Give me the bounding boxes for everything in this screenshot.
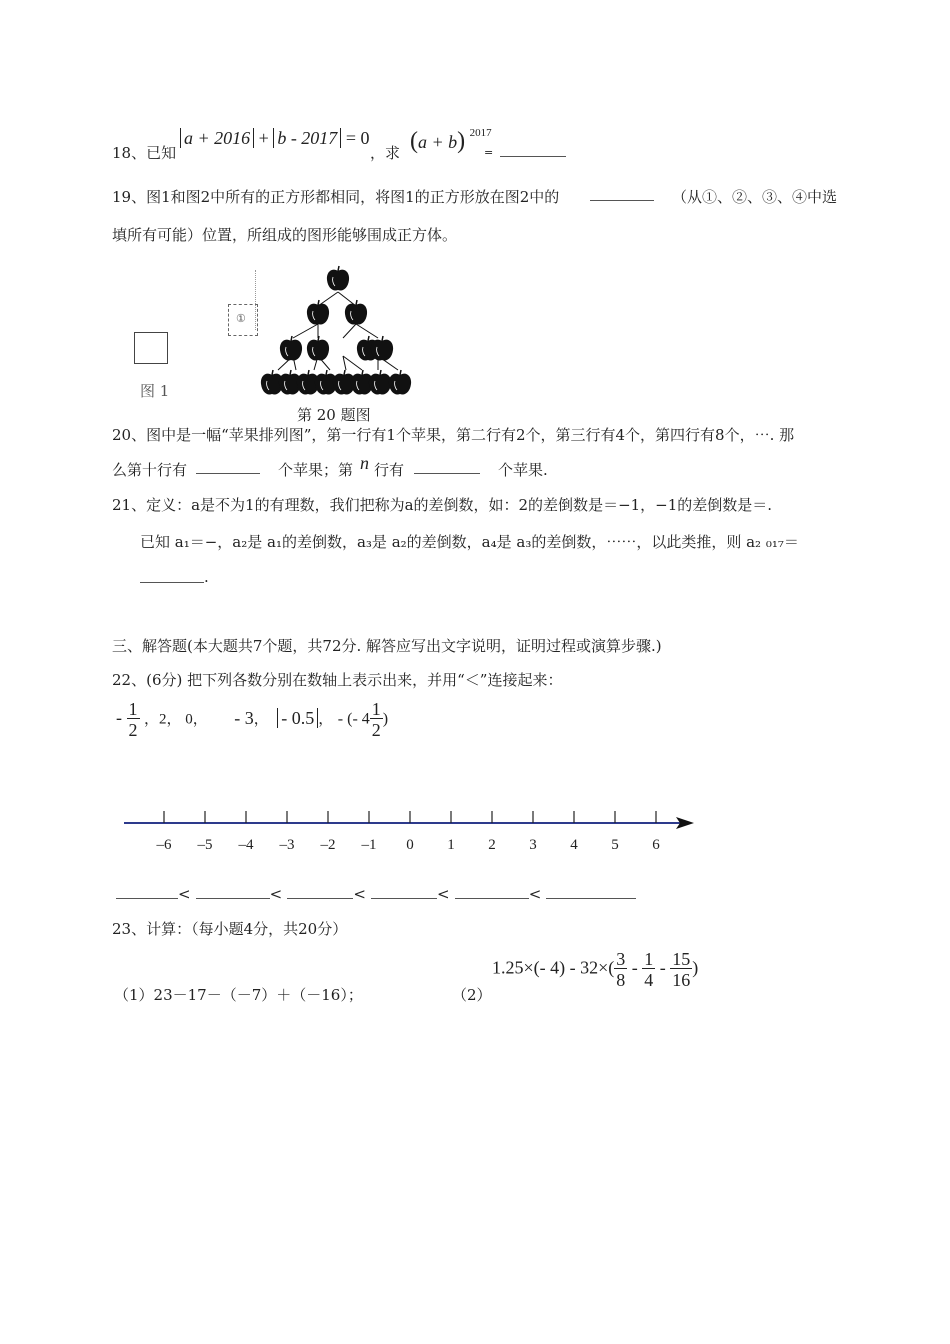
q18-plus: + [258, 128, 269, 148]
figure1-square [134, 332, 168, 364]
figure2-mark-1: ① [236, 312, 246, 325]
apple-icon [327, 266, 349, 291]
q20-blank-2 [414, 459, 480, 474]
q18-power: (a + b) $^{2017}$ [410, 127, 492, 154]
q19-line1a: 19、图1和图2中所有的正方形都相同，将图1的正方形放在图2中的 [112, 188, 560, 206]
q23-f2-den: 4 [644, 970, 654, 990]
q22-neg3: - 3 [234, 707, 254, 728]
number-line-label: 0 [406, 837, 414, 853]
q22-neg: - [116, 707, 122, 728]
q21-line2: 已知 a₁＝−，a₂是 a₁的差倒数，a₃是 a₂的差倒数，a₄是 a₃的差倒数，⋯⋯，以此类推，则 a₂ ₀₁₇＝ [140, 533, 799, 551]
q19-answer-blank [590, 186, 654, 201]
q23-part1: （1）23－17－（－7）＋（－16）； [114, 986, 363, 1004]
lt-sign: < [353, 885, 366, 903]
q18-prefix: 18、已知 [112, 144, 177, 162]
apple-icon [389, 370, 411, 395]
q18-ask: ，求 [370, 144, 401, 162]
q22-ordering [116, 884, 636, 903]
q18-eq: = 0 [345, 128, 370, 148]
q20-line2b: 个苹果；第 [278, 461, 354, 479]
q18-exp: 2017 [469, 127, 492, 139]
q23-f3-num: 15 [672, 949, 691, 969]
q22-half-num: 1 [128, 699, 138, 719]
q23-close: ) [692, 957, 699, 978]
q22-last-den: 2 [371, 720, 381, 740]
q18-answer-blank [500, 142, 566, 157]
apple-icon [369, 370, 391, 395]
q23-f3-den: 16 [672, 970, 691, 990]
number-line-label: 1 [447, 837, 455, 853]
figure20-caption: 第 20 题图 [297, 406, 371, 424]
q23-part2-label: （2） [452, 986, 492, 1004]
order-blank-3 [287, 884, 353, 899]
apple-icon [371, 336, 393, 361]
q21-line3-end: . [204, 568, 209, 586]
q23-frac1 [614, 950, 627, 989]
q23-frac3 [670, 950, 692, 989]
q22-sep1: ，2， 0， [144, 711, 208, 728]
q22-frac-last [370, 700, 383, 739]
figure1-label: 图 1 [140, 382, 170, 400]
figure2-edge [255, 270, 257, 330]
q23-f2-num: 1 [644, 949, 654, 969]
number-line-label: –5 [197, 837, 213, 853]
apple-tree-diagram [258, 264, 418, 404]
q22-title: 22、(6分) 把下列各数分别在数轴上表示出来，并用“＜”连接起来： [112, 671, 563, 689]
number-line [120, 806, 700, 862]
q23-f1-den: 8 [616, 970, 626, 990]
q22-comma: ， [318, 711, 334, 728]
q21-blank [140, 568, 204, 583]
number-line-label: 2 [488, 837, 496, 853]
q23-expr-pre: 1.25×(- 4) - 32×( [492, 957, 615, 978]
q18-abs2: b - 2017 [273, 128, 341, 148]
q20-line2c: 行有 [374, 461, 405, 479]
q18-abs1: a + 2016 [180, 128, 254, 148]
q20-n: n [360, 453, 369, 473]
order-blank-6 [546, 884, 636, 899]
apple-icon [307, 336, 329, 361]
order-blank-5 [455, 884, 529, 899]
q19-line1b: （从①、②、③、④中选 [672, 188, 838, 206]
q22-last-close: ) [382, 710, 389, 728]
q23-minus-1: - [631, 957, 638, 978]
q22-abs: - 0.5 [277, 708, 318, 728]
q22-comma: ， [253, 711, 269, 728]
q23-frac2 [642, 950, 655, 989]
q19-line2: 填所有可能）位置，所组成的图形能够围成正方体。 [112, 226, 458, 244]
apple-icon [280, 336, 302, 361]
lt-sign: < [269, 885, 283, 903]
q23-f1-num: 3 [616, 949, 626, 969]
q18-equals: = [484, 146, 494, 159]
q23-minus-2: - [659, 957, 666, 978]
q22-last-num: 1 [371, 699, 381, 719]
number-line-label: –4 [238, 837, 254, 853]
q21-line1: 21、定义：a是不为1的有理数，我们把称为a的差倒数，如：2的差倒数是＝−1，−1的差倒数是＝. [112, 496, 773, 514]
section3-heading: 三、解答题(本大题共7个题，共72分. 解答应写出文字说明，证明过程或演算步骤.) [112, 637, 662, 655]
q18-abs-equation [180, 128, 369, 149]
number-line-label: 3 [529, 837, 537, 853]
q20-line2a: 么第十行有 [112, 461, 188, 479]
apple-icon [307, 300, 329, 325]
number-line-label: 4 [570, 837, 578, 853]
lt-sign: < [437, 885, 450, 903]
order-blank-2 [196, 884, 270, 899]
q22-last-prefix: - (- 4 [337, 710, 370, 728]
number-line-label: –3 [279, 837, 295, 853]
q23-part2-expression [492, 950, 698, 989]
q22-half-den: 2 [128, 720, 138, 740]
q22-frac-half [127, 700, 140, 739]
number-line-label: 5 [611, 837, 619, 853]
q18-expr: a + b [418, 132, 458, 152]
lt-sign: < [178, 885, 191, 903]
q20-line1: 20、图中是一幅“苹果排列图”，第一行有1个苹果，第二行有2个，第三行有4个，第四行有8个，⋯. 那 [112, 426, 795, 444]
number-line-label: –2 [320, 837, 336, 853]
q23-title: 23、计算：（每小题4分，共20分） [112, 920, 348, 938]
apple-icon [345, 300, 367, 325]
lt-sign: < [528, 885, 542, 903]
q22-numbers [116, 700, 388, 739]
number-line-label: –1 [361, 837, 377, 853]
number-line-label: 6 [652, 837, 660, 853]
order-blank-1 [116, 884, 178, 899]
order-blank-4 [371, 884, 437, 899]
q20-line2d: 个苹果. [498, 461, 548, 479]
number-line-label: –6 [156, 837, 172, 853]
q20-blank-1 [196, 459, 260, 474]
